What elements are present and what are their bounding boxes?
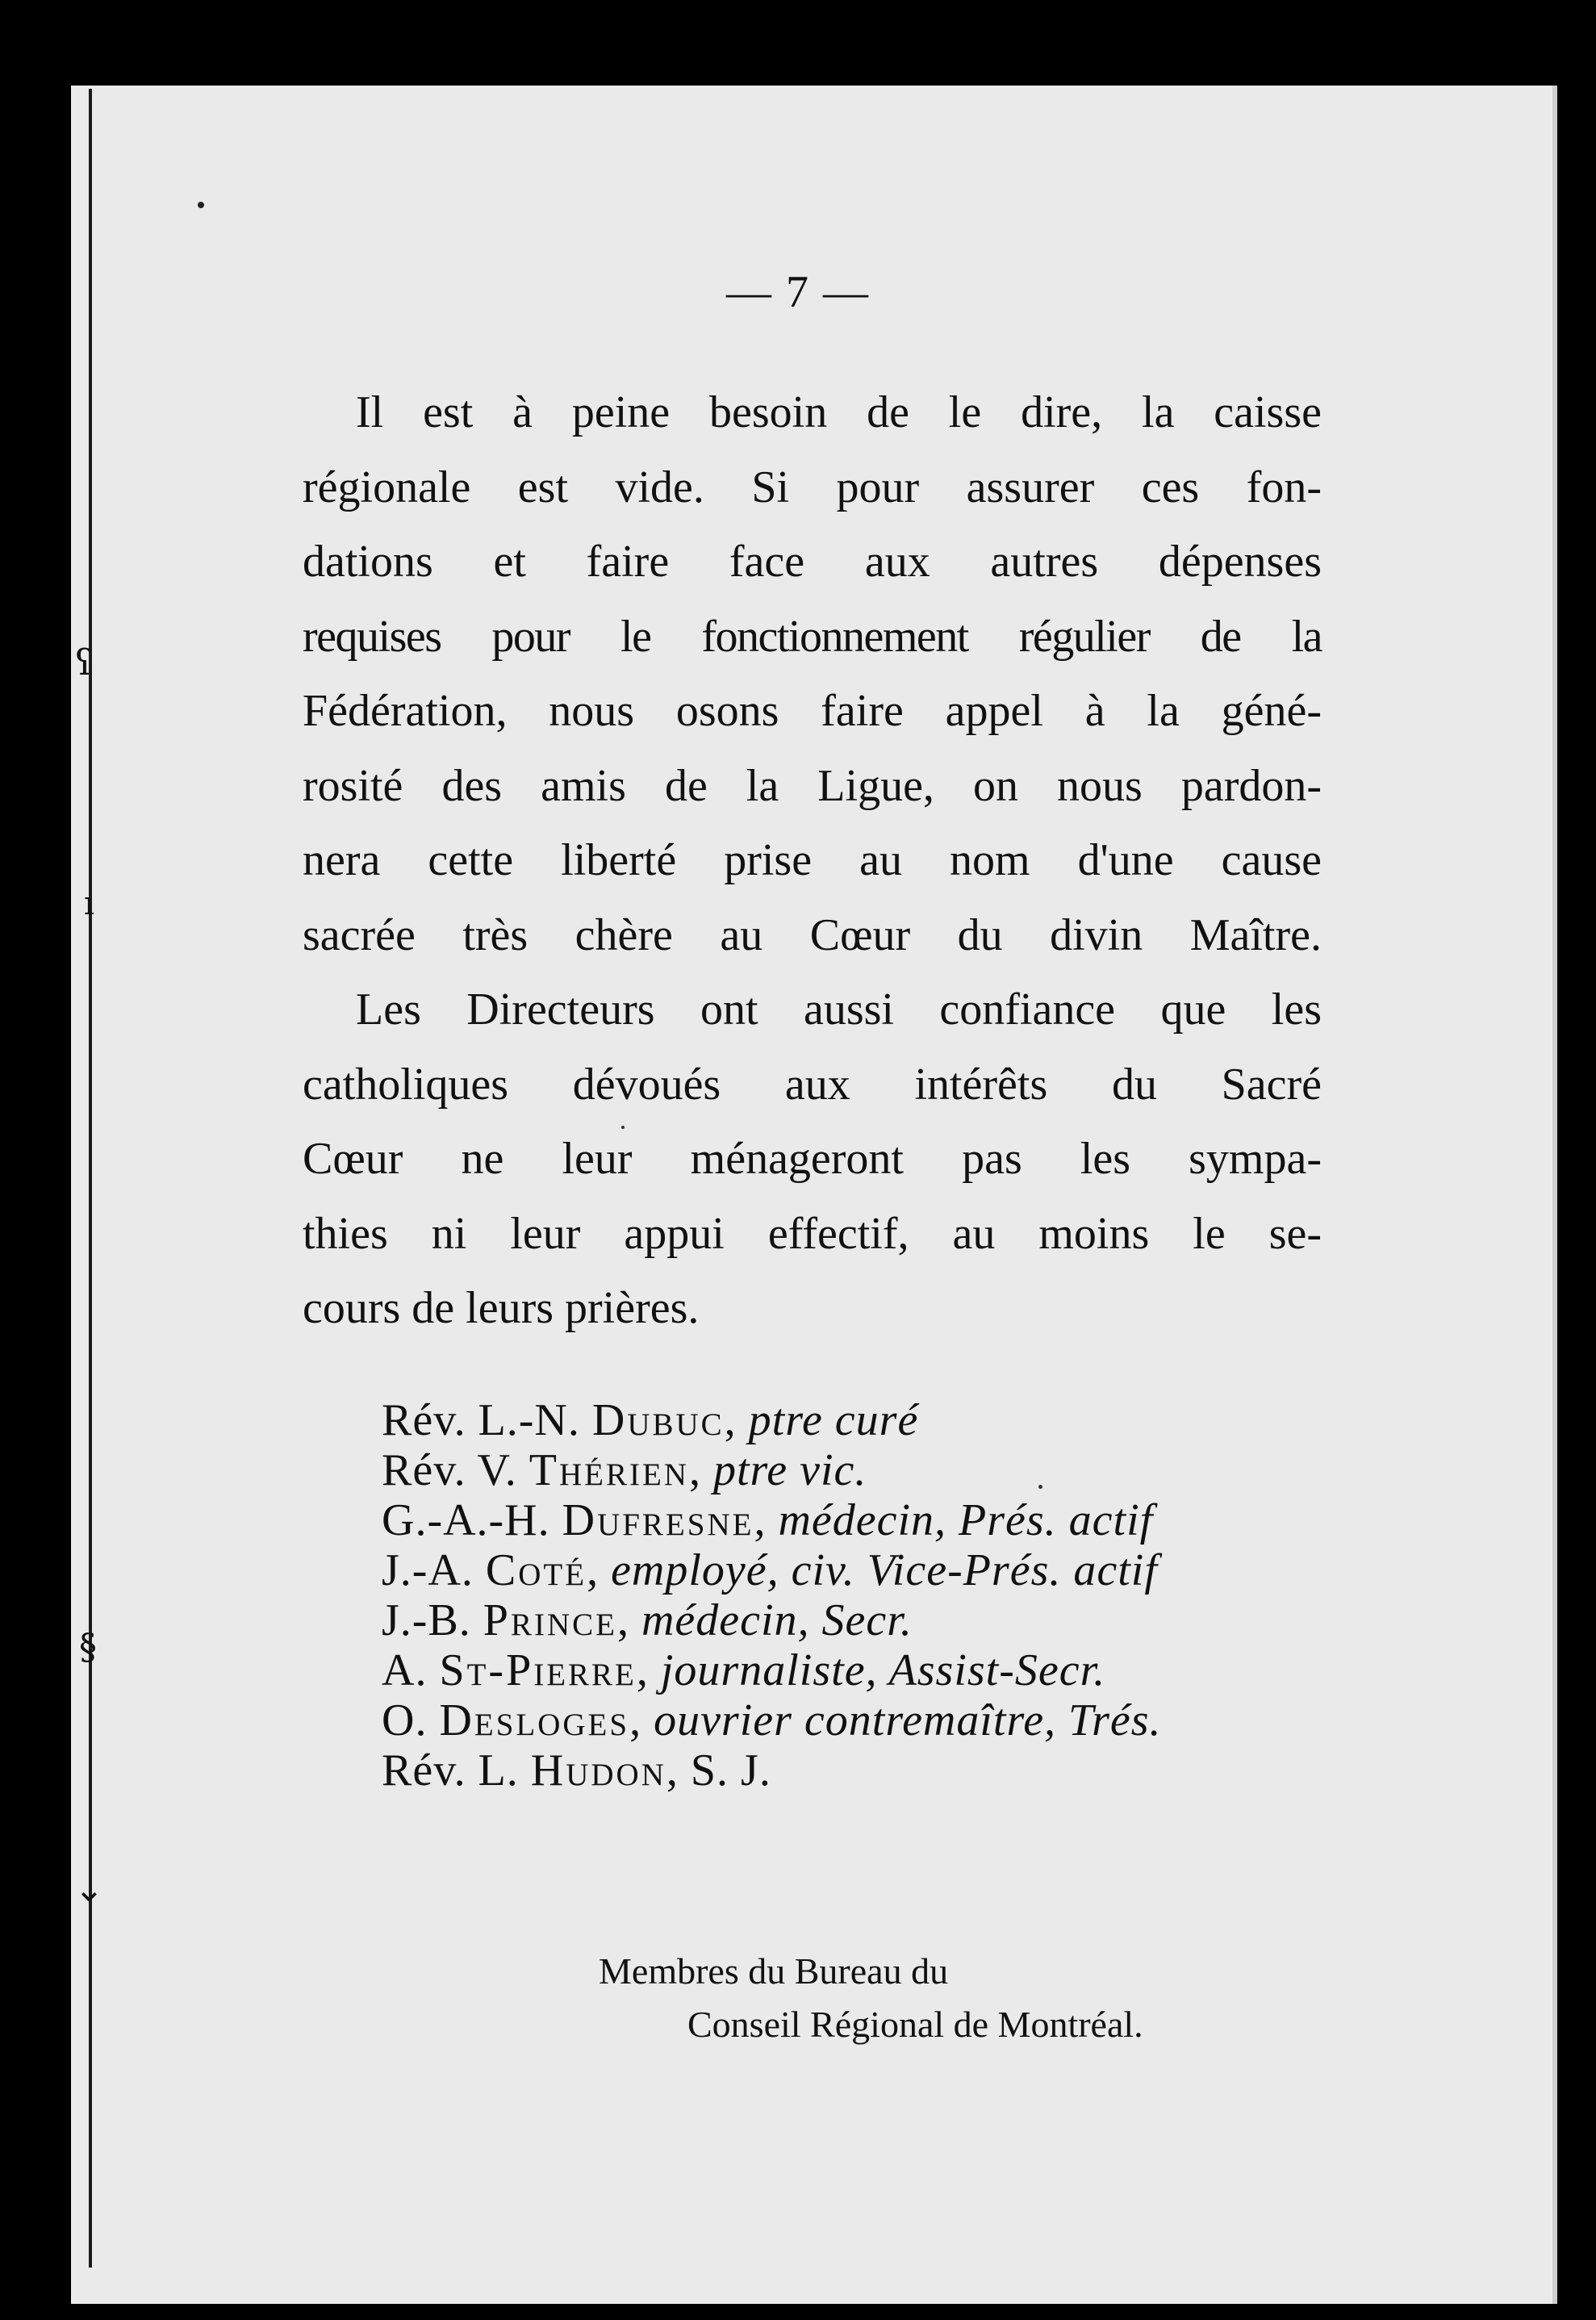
binding-mark: ı [84, 885, 94, 922]
text-line: Les Directeurs ont aussi confiance que les [356, 984, 1322, 1035]
signatory-suffix: , [724, 1395, 749, 1445]
footer-caption [599, 1945, 1143, 2051]
signatory [382, 1695, 1318, 1745]
signatory-name: Coté [485, 1545, 587, 1595]
signatory-prefix: G.-A.-H. [382, 1495, 562, 1545]
binding-mark: § [79, 1627, 97, 1668]
binding-gutter-line [89, 89, 92, 2268]
text-line: Fédération, nous osons faire appel à la géné- [303, 686, 1322, 736]
binding-mark: ⌄ [74, 1869, 104, 1910]
signatory-suffix: , [587, 1545, 612, 1595]
signatory-name: Prince [483, 1595, 617, 1645]
footer-line-1: Membres du Bureau du [599, 1950, 949, 1992]
signatory-prefix: Rév. L.-N. [382, 1395, 592, 1445]
paragraph [303, 972, 1322, 1346]
signatories-list [382, 1394, 1318, 1795]
text-line: Cœur ne leur ménageront pas les sympa- [303, 1134, 1322, 1184]
page-number: — 7 — [726, 267, 870, 317]
signatory-name: Hudon [530, 1745, 666, 1795]
signatory-role: médecin, Prés. actif [778, 1495, 1154, 1545]
signatory-role: ptre vic. [712, 1445, 867, 1495]
text-line: requises pour le fonctionnement régulier de la [303, 611, 1322, 662]
signatory-name: Dufresne [562, 1495, 754, 1545]
text-line: régionale est vide. Si pour assurer ces fon- [303, 462, 1322, 512]
signatory-prefix: J.-A. [382, 1545, 486, 1595]
signatory-prefix: A. [382, 1645, 440, 1695]
text-line: nera cette liberté prise au nom d'une cause [303, 835, 1322, 885]
signatory-name: Desloges [439, 1695, 630, 1745]
signatory-role: médecin, Secr. [641, 1595, 913, 1645]
signatory-suffix: , [688, 1445, 713, 1495]
signatory-suffix: , [636, 1645, 661, 1695]
signatory-role: ptre curé [748, 1395, 919, 1445]
signatory-prefix: Rév. V. [382, 1445, 529, 1495]
binding-mark: ʕ [74, 642, 94, 683]
signatory [382, 1645, 1318, 1695]
footer-line-2: Conseil Régional de Montréal. [687, 2004, 1143, 2045]
text-line: catholiques dévoués aux intérêts du Sacré [303, 1059, 1322, 1110]
signatory-name: Dubuc [591, 1395, 725, 1445]
signatory-role: employé, civ. Vice-Prés. actif [611, 1545, 1158, 1595]
signatory [382, 1595, 1318, 1645]
signatory-role: ouvrier contremaître, Trés. [654, 1695, 1162, 1745]
signatory-role: journaliste, Assist-Secr. [660, 1645, 1106, 1695]
paragraph [303, 375, 1322, 972]
signatory-name: Thérien [529, 1445, 689, 1495]
signatory-suffix: , [754, 1495, 779, 1545]
signatory [382, 1545, 1318, 1595]
text-line: thies ni leur appui effectif, au moins le se- [303, 1208, 1322, 1259]
page-speck [198, 202, 204, 208]
body-text [303, 375, 1322, 1346]
signatory-prefix: Rév. L. [382, 1745, 531, 1795]
signatory [382, 1494, 1318, 1545]
signatory-suffix: , [629, 1695, 654, 1745]
signatory [382, 1444, 1318, 1494]
signatory-suffix: , S. J. [666, 1745, 771, 1795]
signatory-prefix: J.-B. [382, 1595, 483, 1645]
signatory-name: St-Pierre [439, 1645, 637, 1695]
text-line: dations et faire face aux autres dépenses [303, 537, 1322, 587]
text-line: cours de leurs prières. [303, 1283, 700, 1333]
text-line: Il est à peine besoin de le dire, la caisse [356, 387, 1322, 437]
signatory [382, 1745, 1318, 1795]
signatory-suffix: , [616, 1595, 641, 1645]
text-line: rosité des amis de la Ligue, on nous pardon- [303, 760, 1322, 811]
signatory [382, 1394, 1318, 1444]
signatory-prefix: O. [382, 1695, 440, 1745]
text-line: sacrée très chère au Cœur du divin Maître. [303, 909, 1322, 960]
